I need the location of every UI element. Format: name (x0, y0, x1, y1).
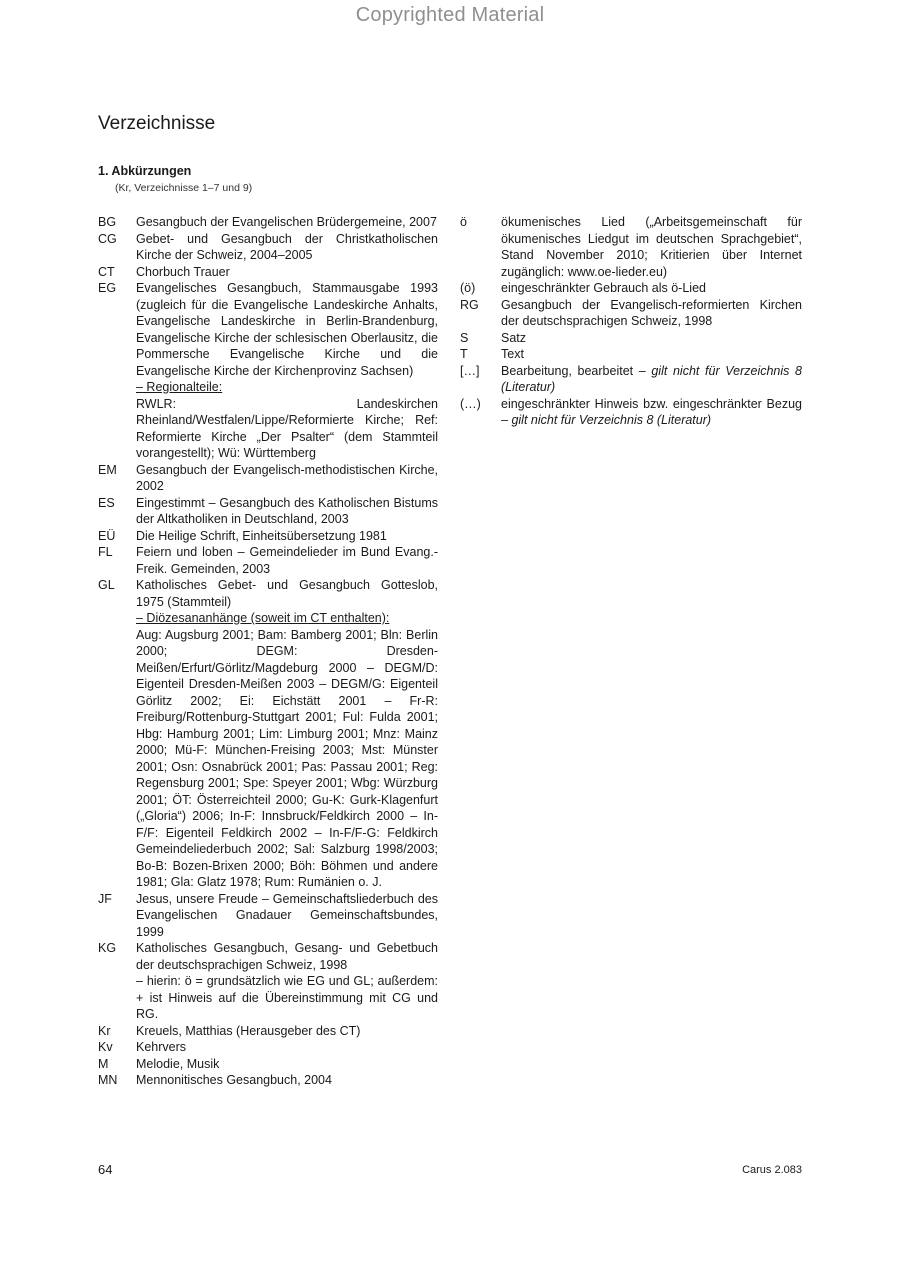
section-note: (Kr, Verzeichnisse 1–7 und 9) (115, 182, 253, 194)
abbreviation-entry (460, 330, 802, 347)
abbreviation: KG (98, 941, 117, 955)
abbreviation-definition: Jesus, unsere Freude – Gemeinschaftsliederbuch des Evangelischen Gnadauer Gemeinschaftsbundes, 1999 (136, 891, 438, 939)
regionalteile-list: RWLR: Landeskirchen Rheinland/Westfalen/Lippe/Reformierte Kirche; Ref: Reformierte Kirche „Der Psalter“ (dem Stammteil vorangestellt); Wü: Württemberg (136, 396, 438, 460)
abbreviation-definition: Die Heilige Schrift, Einheitsübersetzung 1981 (136, 528, 387, 543)
abbreviation-definition: eingeschränkter Gebrauch als ö-Lied (501, 281, 706, 295)
definition-italic-note: gilt nicht für Verzeichnis 8 (Literatur) (511, 413, 712, 427)
publisher-code: Carus 2.083 (742, 1164, 802, 1176)
abbreviation: S (460, 330, 469, 345)
definition-text: eingeschränkter Hinweis bzw. eingeschränkter Bezug – (501, 396, 802, 427)
abbreviation-subentry (98, 627, 438, 891)
abbreviation-definition: Mennonitisches Gesangbuch, 2004 (136, 1073, 332, 1087)
abbreviation-definition: Kehrvers (136, 1040, 187, 1054)
abbreviation-entry (98, 544, 438, 577)
abbreviation-definition: Evangelisches Gesangbuch, Stammausgabe 1993 (zugleich für die Evangelische Landeskirche Anhalts, Evangelische Landeskirche in Berlin-Brandenburg, Evangelische Kirche der schlesischen Oberlausitz, die Pommersche Evangelische Kirche und die Evangelische Kirche der Kirchenprovinz Sachsen) (136, 281, 438, 378)
abbreviation: FL (98, 545, 113, 559)
abbreviation: Kv (98, 1040, 113, 1054)
abbreviation: CT (98, 264, 115, 279)
abbreviation: EÜ (98, 528, 116, 543)
abbreviation: Kr (98, 1023, 111, 1038)
abbreviation-entry (98, 214, 438, 231)
abbreviation-definition: Melodie, Musik (136, 1056, 220, 1071)
abbreviation-entry (98, 528, 438, 545)
abbreviation-subentry (98, 973, 438, 1023)
definition-italic-note: gilt nicht für Verzeichnis 8 (Literatur) (501, 363, 802, 394)
abbreviation-definition: Satz (501, 330, 527, 345)
abbreviation: (ö) (460, 281, 476, 295)
abbreviation: EG (98, 281, 117, 295)
abbreviation-definition: Gesangbuch der Evangelisch-methodistischen Kirche, 2002 (136, 462, 438, 493)
page-number: 64 (98, 1162, 113, 1177)
abbreviation: CG (98, 231, 117, 246)
abbreviation-definition (501, 396, 802, 429)
abbreviation-entry (98, 940, 438, 973)
abbreviation-entry (98, 264, 438, 281)
abbreviations-left-column (98, 214, 438, 1089)
abbreviation: ö (460, 215, 467, 229)
abbreviation-entry (460, 297, 802, 330)
abbreviation: BG (98, 215, 117, 229)
page-title: Verzeichnisse (98, 113, 216, 134)
abbreviation: RG (460, 297, 479, 312)
abbreviation-definition: Text (501, 347, 524, 361)
abbreviation-entry (98, 280, 438, 379)
abbreviation: EM (98, 462, 117, 477)
abbreviation: […] (460, 363, 480, 378)
abbreviation-subentry (98, 610, 438, 627)
abbreviation: M (98, 1056, 109, 1071)
abbreviation-entry (460, 363, 802, 396)
abbreviation-entry (98, 462, 438, 495)
abbreviation-subentry (98, 379, 438, 396)
abbreviation-definition: Gesangbuch der Evangelischen Brüdergemeine, 2007 (136, 215, 437, 229)
abbreviation-subentry (98, 396, 438, 462)
dioezesananhaenge-heading: – Diözesananhänge (soweit im CT enthalten): (136, 611, 390, 625)
definition-text: Bearbeitung, bearbeitet – (501, 363, 652, 378)
abbreviation-entry (98, 495, 438, 528)
abbreviation-definition: Kreuels, Matthias (Herausgeber des CT) (136, 1023, 361, 1038)
abbreviation-entry (98, 1039, 438, 1056)
abbreviation-entry (460, 214, 802, 280)
abbreviation: GL (98, 578, 115, 592)
abbreviation-definition: Gesangbuch der Evangelisch-reformierten Kirchen der deutschsprachigen Schweiz, 1998 (501, 297, 802, 328)
abbreviation-definition: Feiern und loben – Gemeindelieder im Bund Evang.-Freik. Gemeinden, 2003 (136, 545, 438, 576)
abbreviation-definition: Katholisches Gesangbuch, Gesang- und Gebetbuch der deutschsprachigen Schweiz, 1998 (136, 941, 438, 972)
abbreviation-entry (98, 1056, 438, 1073)
abbreviation: JF (98, 891, 112, 906)
abbreviation-definition (501, 363, 802, 396)
regionalteile-heading: – Regionalteile: (136, 380, 223, 394)
abbreviation-entry (98, 231, 438, 264)
abbreviation-entry (98, 1072, 438, 1089)
abbreviation-entry (460, 396, 802, 429)
abbreviation-entry (98, 577, 438, 610)
dioezesananhaenge-list: Aug: Augsburg 2001; Bam: Bamberg 2001; Bln: Berlin 2000; DEGM: Dresden-Meißen/Erfurt/Görlitz/Magdeburg 2000 – DEGM/D: Eigenteil Dresden-Meißen 2003 – DEGM/G: Eigenteil Görlitz 2002; Ei: Eichstätt 2001 – Fr-R: Freiburg/Rottenburg-Stuttgart 2001; Ful: Fulda 2001; Hbg: Hamburg 2001; Lim: Limburg 2001; Mnz: Mainz 2000; Mü-F: München-Freising 2003; Mst: Münster 2001; Osn: Osnabrück 2001; Pas: Passau 2001; Reg: Regensburg 2001; Spe: Speyer 2001; Wbg: Würzburg 2001; ÖT: Österreichteil 2000; Gu-K: Gurk-Klagenfurt („Gloria“) 2006; In-F: Innsbruck/Feldkirch 2000 – In-F/F: Eigenteil Feldkirch 2002 – In-F/F-G: Feldkirch Gemeindeliederbuch 2002; Sal: Salzburg 1998/2003; Bo-B: Bozen-Brixen 2000; Böh: Böhmen und andere 1981; Gla: Glatz 1978; Rum: Rumänien o. J. (136, 627, 438, 889)
abbreviation: (…) (460, 396, 481, 411)
abbreviation-entry (98, 891, 438, 941)
abbreviations-right-column (460, 214, 802, 429)
abbreviation: T (460, 347, 468, 361)
abbreviation-definition: ökumenisches Lied („Arbeitsgemeinschaft für ökumenisches Liedgut im deutschen Sprachgebiet“, Stand November 2010; Kritierien über Internet zugänglich: www.oe-lieder.eu) (501, 215, 802, 279)
section-heading: 1. Abkürzungen (98, 164, 192, 178)
abbreviation-entry (460, 346, 802, 363)
copyright-watermark: Copyrighted Material (355, 4, 545, 26)
abbreviation-definition: Katholisches Gebet- und Gesangbuch Gotteslob, 1975 (Stammteil) (136, 578, 438, 609)
abbreviation-entry (98, 1023, 438, 1040)
abbreviation: ES (98, 495, 115, 510)
abbreviation-definition: Gebet- und Gesangbuch der Christkatholischen Kirche der Schweiz, 2004–2005 (136, 231, 438, 262)
abbreviation-definition: Chorbuch Trauer (136, 264, 230, 279)
abbreviation-entry (460, 280, 802, 297)
abbreviation: MN (98, 1073, 118, 1087)
abbreviation-definition: – hierin: ö = grundsätzlich wie EG und GL; außerdem: + ist Hinweis auf die Übereinstimmung mit CG und RG. (136, 974, 438, 1021)
abbreviation-definition: Eingestimmt – Gesangbuch des Katholischen Bistums der Altkatholiken in Deutschland, 2003 (136, 495, 438, 526)
